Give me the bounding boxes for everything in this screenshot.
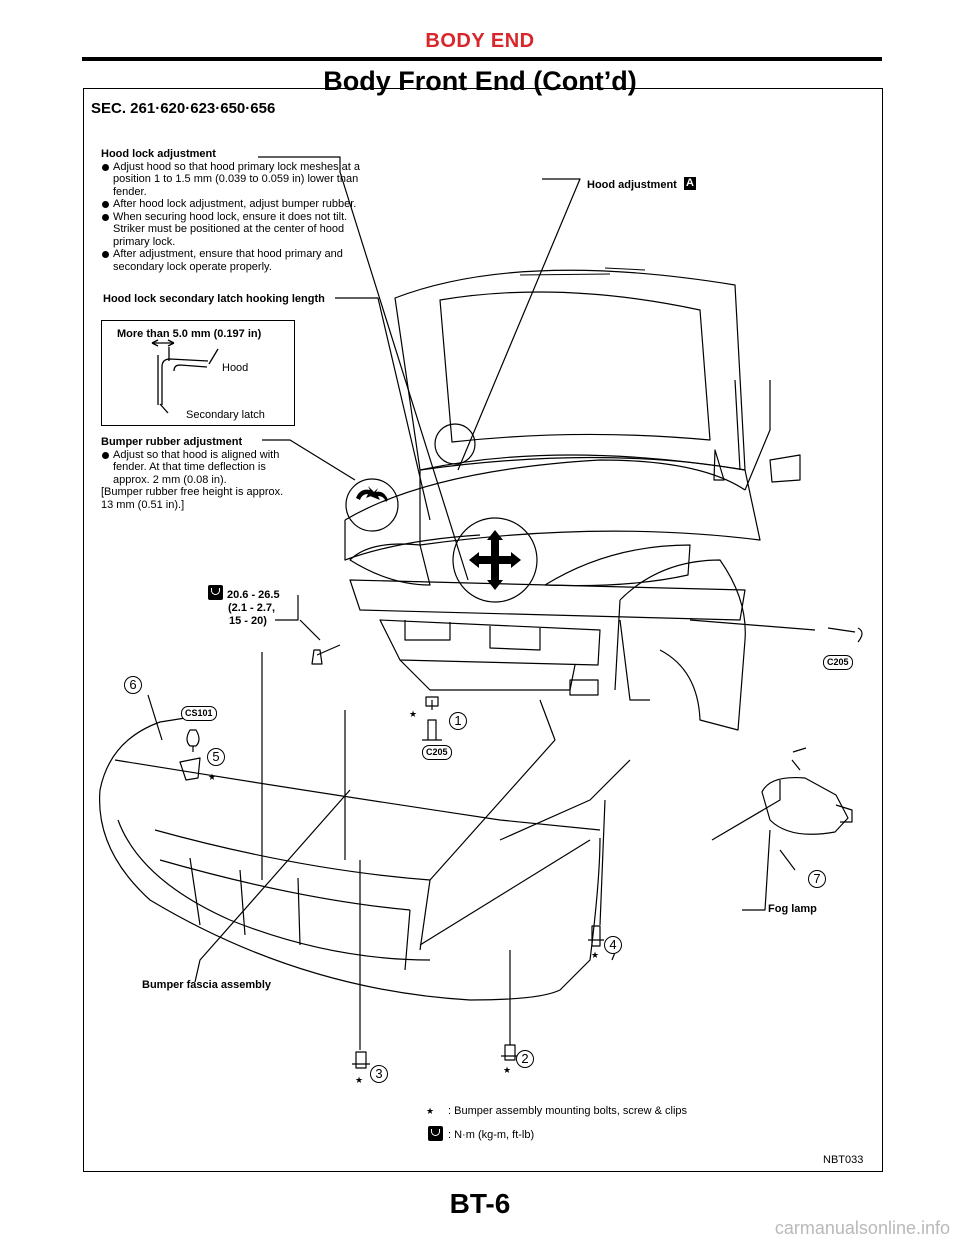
hood-lock-bullet: After adjustment, ensure that hood primary and secondary lock operate properly.: [101, 248, 373, 273]
sec-reference: SEC. 261·620·623·650·656: [91, 100, 276, 117]
connector-ref-cs101: CS101: [181, 706, 217, 721]
latch-dimension: More than 5.0 mm (0.197 in): [117, 328, 262, 340]
connector-ref-c205: C205: [422, 745, 452, 760]
torque-line-3: 15 - 20): [229, 615, 267, 627]
bumper-rubber-bullet: Adjust so that hood is aligned with fender. At that time deflection is approx. 2 mm (0.08 in).: [101, 449, 291, 487]
latch-secondary-label: Secondary latch: [186, 409, 265, 421]
hood-adjustment-badge: A: [684, 177, 696, 190]
hood-lock-bullet: After hood lock adjustment, adjust bumper rubber.: [101, 198, 373, 211]
callout-6: 6: [124, 676, 142, 694]
callout-5: 5: [207, 748, 225, 766]
star-mark: ★: [503, 1065, 512, 1075]
star-mark: ★: [591, 950, 600, 960]
callout-7: 7: [808, 870, 826, 888]
hood-lock-bullet: Adjust hood so that hood primary lock meshes at a position 1 to 1.5 mm (0.039 to 0.059 in) lower than fender.: [101, 161, 373, 199]
torque-line-2: (2.1 - 2.7,: [228, 602, 276, 614]
watermark: carmanualsonline.info: [774, 1218, 950, 1238]
callout-1: 1: [449, 712, 467, 730]
star-mark: ★: [409, 709, 418, 719]
secondary-latch-title: Hood lock secondary latch hooking length: [103, 293, 325, 305]
callout-3: 3: [370, 1065, 388, 1083]
bumper-rubber-free-height: [Bumper rubber free height is approx. 13 mm (0.51 in).]: [101, 486, 284, 511]
legend-torque-text: : N·m (kg-m, ft-lb): [448, 1129, 535, 1141]
connector-ref-c205: C205: [823, 655, 853, 670]
star-mark: ★: [355, 1075, 364, 1085]
section-header: BODY END: [425, 30, 535, 52]
figure-id: NBT033: [823, 1154, 864, 1166]
legend-star-text: : Bumper assembly mounting bolts, screw & clips: [448, 1105, 688, 1117]
callout-4: 4: [604, 936, 622, 954]
legend-torque-icon: [428, 1126, 443, 1141]
torque-line-1: 20.6 - 26.5: [227, 589, 280, 601]
legend-star: ★: [426, 1106, 435, 1116]
fog-lamp-label: Fog lamp: [768, 903, 817, 915]
bumper-rubber-title: Bumper rubber adjustment: [101, 436, 243, 448]
callout-2: 2: [516, 1050, 534, 1068]
page-title: Body Front End (Cont’d): [323, 66, 637, 96]
hood-lock-title: Hood lock adjustment: [101, 148, 216, 160]
latch-hood-label: Hood: [222, 362, 249, 374]
page-number: BT-6: [449, 1188, 511, 1219]
hood-lock-bullet: When securing hood lock, ensure it does not tilt. Striker must be positioned at the center of hood primary lock.: [101, 211, 373, 249]
hood-adjustment-label: Hood adjustment: [587, 179, 677, 191]
bumper-fascia-label: Bumper fascia assembly: [142, 979, 272, 991]
star-mark: ★: [208, 772, 217, 782]
